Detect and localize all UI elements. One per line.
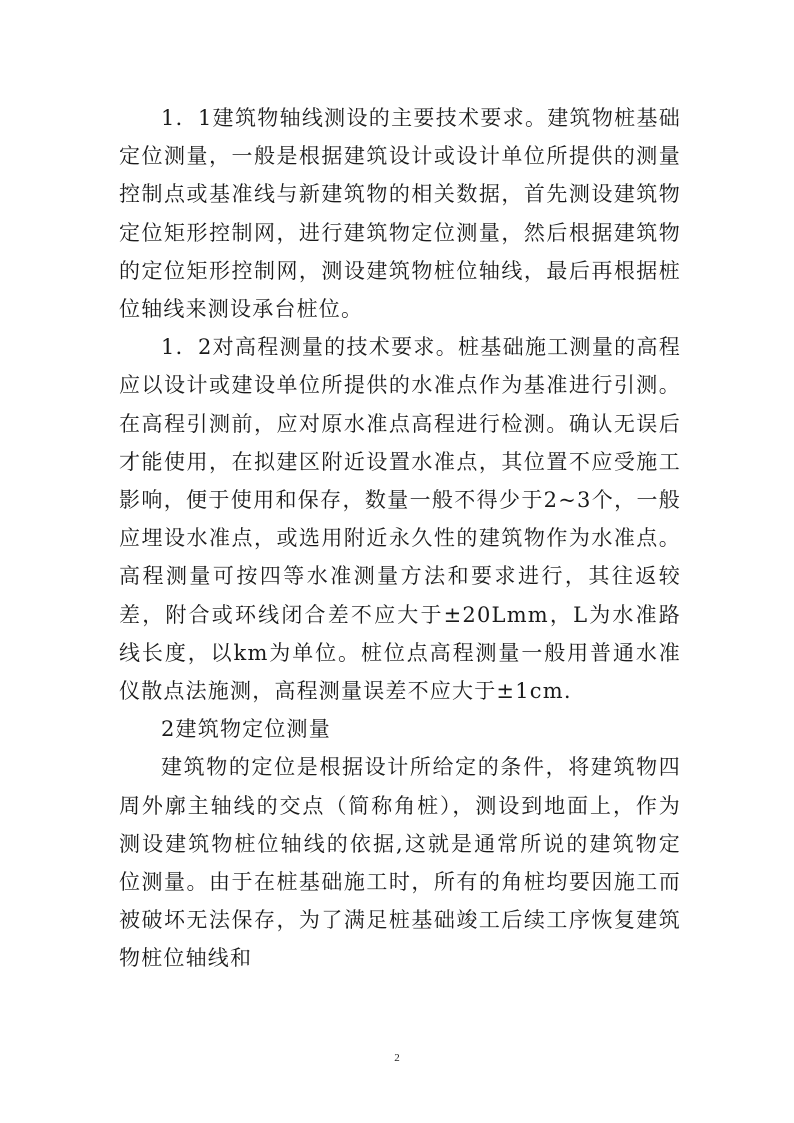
paragraph-building-positioning: 建筑物的定位是根据设计所给定的条件，将建筑物四周外廓主轴线的交点（简称角桩），测设到地面上，作为测设建筑物桩位轴线的依据,这就是通常所说的建筑物定位测量。由于在桩基础施工时，所有的角桩均要因施工而被破坏无法保存，为了满足桩基础竣工后续工序恢复建筑物桩位轴线和 (119, 755, 681, 971)
section-heading-building-positioning: 2建筑物定位测量 (161, 717, 331, 742)
paragraph-axis-requirements: 1．1建筑物轴线测设的主要技术要求。建筑物桩基础定位测量，一般是根据建筑设计或设计单位所提供的测量控制点或基准线与新建筑物的相关数据，首先测设建筑物定位矩形控制网，进行建筑物定位测量，然后根据建筑物的定位矩形控制网，测设建筑物桩位轴线，最后再根据桩位轴线来测设承台桩位。 (119, 106, 681, 322)
document-body (119, 99, 681, 978)
paragraph-elevation-requirements: 1．2对高程测量的技术要求。桩基础施工测量的高程应以设计或建设单位所提供的水准点作为基准进行引测。在高程引测前，应对原水准点高程进行检测。确认无误后才能使用，在拟建区附近设置水准点，其位置不应受施工影响，便于使用和保存，数量一般不得少于2~3个，一般应埋设水准点，或选用附近永久性的建筑物作为水准点。高程测量可按四等水准测量方法和要求进行，其往返较差，附合或环线闭合差不应大于±20Lmm，L为水准路线长度，以km为单位。桩位点高程测量一般用普通水准仪散点法施测，高程测量误差不应大于±1cm. (119, 335, 681, 704)
page-number: 2 (394, 1052, 400, 1064)
